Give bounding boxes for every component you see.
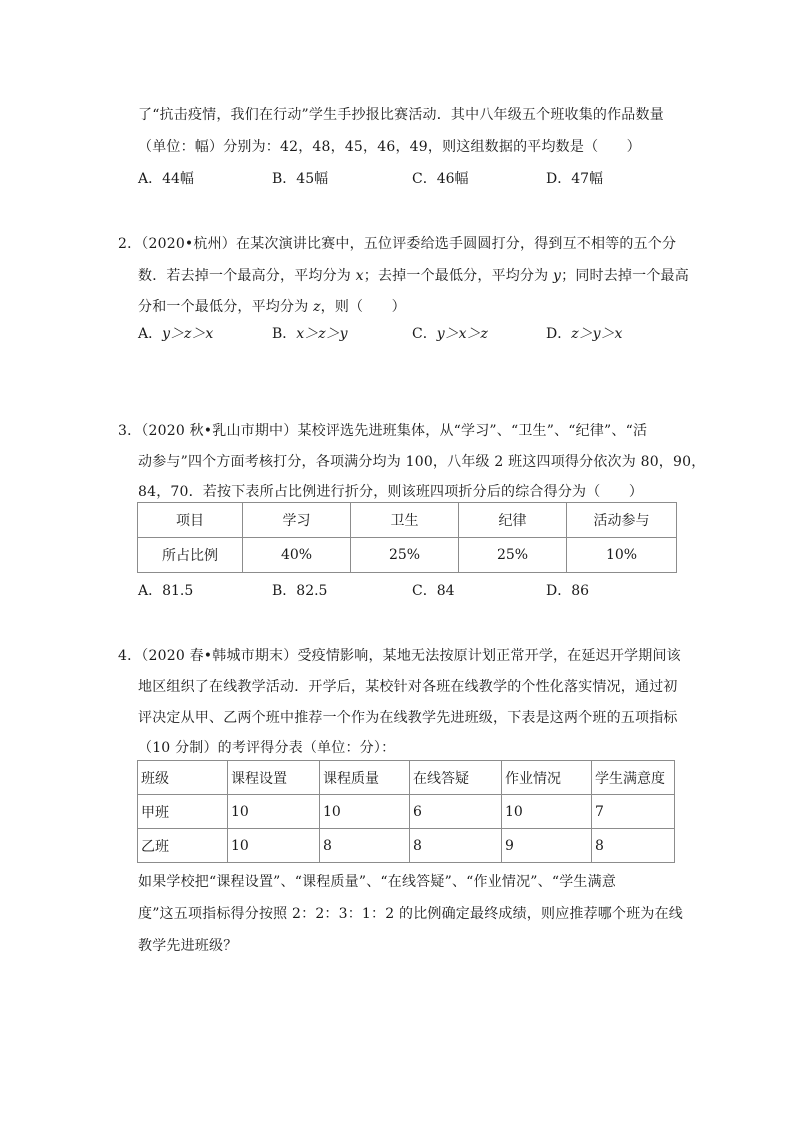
q2-option-c-label: C． xyxy=(412,326,437,342)
q4-line-3: 评决定从甲、乙两个班中推荐一个作为在线教学先进班级，下表是这两个班的五项指标 xyxy=(138,710,678,726)
q4-after-line-1: 如果学校把“课程设置”、“课程质量”、“在线答疑”、“作业情况”、“学生满意 xyxy=(138,874,617,890)
q2-var-x: x xyxy=(355,268,364,284)
q4-line-2: 地区组织了在线教学活动．开学后，某校针对各班在线教学的个性化落实情况，通过初 xyxy=(138,679,678,695)
q3-row-cell: 所占比例 xyxy=(138,538,243,573)
q3-row-cell: 25% xyxy=(459,538,567,573)
q4-row-1-cell: 10 xyxy=(228,795,320,829)
q2-line-2-part-a: 数．若去掉一个最高分，平均分为 xyxy=(138,268,356,284)
q3-row-cell: 40% xyxy=(243,538,351,573)
q4-row-2-cell: 10 xyxy=(228,829,320,863)
q3-option-b: B．82.5 xyxy=(272,583,328,599)
q3-row-cell: 25% xyxy=(351,538,459,573)
q2-option-c-expr: y＞x＞z xyxy=(436,326,488,342)
q3-header-cell: 纪律 xyxy=(459,503,567,538)
q2-option-a xyxy=(138,323,213,343)
q4-row-1-cell: 7 xyxy=(592,795,675,829)
q3-line-1: 3．（2020 秋•乳山市期中）某校评选先进班集体，从“学习”、“卫生”、“纪律”、“活 xyxy=(118,423,648,439)
q4-row-2-cell: 9 xyxy=(502,829,592,863)
q3-header-cell: 项目 xyxy=(138,503,243,538)
q1-option-d: D．47幅 xyxy=(546,171,604,187)
q4-line-4: （10 分制）的考评得分表（单位：分）： xyxy=(138,740,396,756)
q4-after-line-3: 教学先进班级？ xyxy=(138,938,238,954)
q3-header-cell: 学习 xyxy=(243,503,351,538)
table-row xyxy=(138,538,677,573)
q4-header-cell: 课程设置 xyxy=(228,761,320,795)
q1-option-c: C．46幅 xyxy=(412,171,469,187)
table-row xyxy=(138,761,675,795)
q2-option-a-label: A． xyxy=(138,326,163,342)
q2-line-1: 2．（2020•杭州）在某次演讲比赛中，五位评委给选手圆圆打分，得到互不相等的五个分 xyxy=(118,236,677,252)
q1-option-b: B．45幅 xyxy=(272,171,329,187)
q2-line-3-part-b: ，则（ ） xyxy=(320,299,406,315)
q2-line-3-part-a: 分和一个最低分，平均分为 xyxy=(138,299,314,315)
q2-line-2-part-b: ；去掉一个最低分，平均分为 xyxy=(363,268,554,284)
q4-header-cell: 在线答疑 xyxy=(410,761,502,795)
q1-line-1: 了“抗击疫情，我们在行动”学生手抄报比赛活动．其中八年级五个班收集的作品数量 xyxy=(138,107,664,123)
q3-option-d: D．86 xyxy=(546,583,590,599)
q4-row-2-cell: 乙班 xyxy=(138,829,228,863)
q3-line-2: 动参与”四个方面考核打分，各项满分均为 100，八年级 2 班这四项得分依次为 80，90， xyxy=(138,454,706,470)
q4-line-1: 4．（2020 春•韩城市期末）受疫情影响，某地无法按原计划正常开学，在延迟开学期间该 xyxy=(118,648,681,664)
q1-option-a: A．44幅 xyxy=(138,171,194,187)
q3-line-3: 84，70．若按下表所占比例进行折分，则该班四项折分后的综合得分为（ ） xyxy=(138,484,644,500)
table-row xyxy=(138,829,675,863)
q2-var-z: z xyxy=(313,299,321,315)
q3-option-a: A．81.5 xyxy=(138,583,194,599)
q2-option-b-expr: x＞z＞y xyxy=(296,326,348,342)
q3-row-cell: 10% xyxy=(567,538,677,573)
q2-option-b xyxy=(272,323,347,343)
q4-row-2-cell: 8 xyxy=(320,829,410,863)
q2-option-d xyxy=(546,323,622,343)
table-row xyxy=(138,503,677,538)
q4-row-1-cell: 甲班 xyxy=(138,795,228,829)
q2-option-c xyxy=(412,323,488,343)
table-row xyxy=(138,795,675,829)
q2-line-2-part-c: ；同时去掉一个最高 xyxy=(561,268,689,284)
q4-row-1-cell: 10 xyxy=(502,795,592,829)
q3-header-cell: 活动参与 xyxy=(567,503,677,538)
q4-header-cell: 班级 xyxy=(138,761,228,795)
q4-row-1-cell: 6 xyxy=(410,795,502,829)
q2-line-2 xyxy=(138,265,689,285)
q4-score-table xyxy=(137,760,675,863)
q4-header-cell: 学生满意度 xyxy=(592,761,675,795)
q3-weight-table xyxy=(137,502,677,573)
q3-header-cell: 卫生 xyxy=(351,503,459,538)
q1-line-2: （单位：幅）分别为：42，48，45，46，49，则这组数据的平均数是（ ） xyxy=(138,139,641,155)
q4-row-1-cell: 10 xyxy=(320,795,410,829)
q3-option-c: C．84 xyxy=(412,583,455,599)
q2-option-b-label: B． xyxy=(272,326,297,342)
q4-after-line-2: 度”这五项指标得分按照 2：2：3：1：2 的比例确定最终成绩，则应推荐哪个班为在线 xyxy=(138,906,683,922)
q2-line-3 xyxy=(138,296,406,316)
q2-option-a-expr: y＞z＞x xyxy=(162,326,214,342)
q2-option-d-expr: z＞y＞x xyxy=(571,326,623,342)
q4-header-cell: 作业情况 xyxy=(502,761,592,795)
q2-var-y: y xyxy=(553,268,562,284)
q4-header-cell: 课程质量 xyxy=(320,761,410,795)
q4-row-2-cell: 8 xyxy=(410,829,502,863)
q2-option-d-label: D． xyxy=(546,326,572,342)
q4-row-2-cell: 8 xyxy=(592,829,675,863)
